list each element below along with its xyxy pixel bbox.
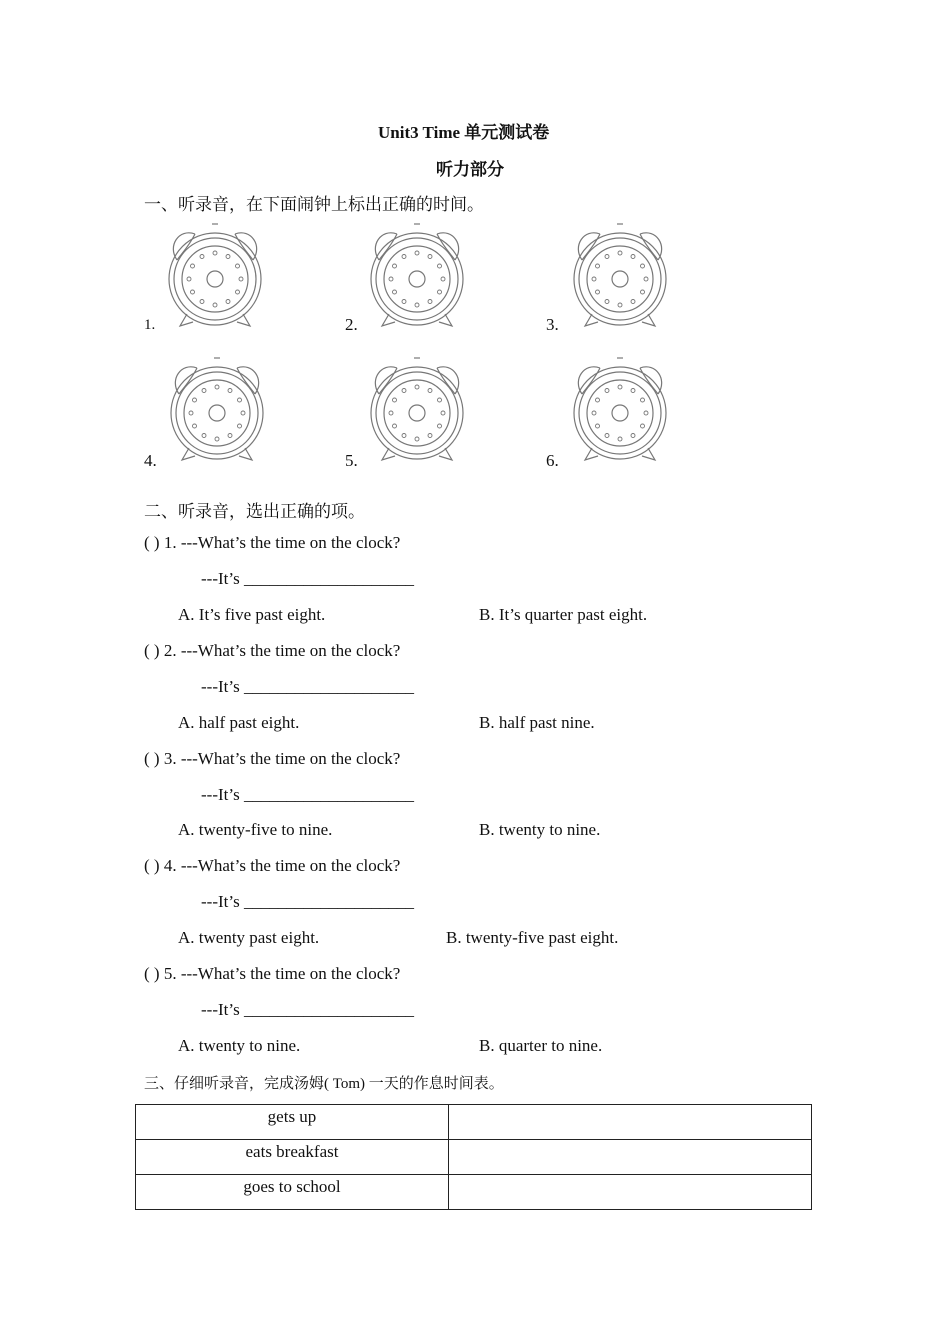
answer-blank-5: ---It’s ____________________ [201,1000,414,1019]
alarm-clock-icon [167,356,267,466]
option-4b: B. twenty-five past eight. [446,928,619,947]
question-3: ( ) 3. ---What’s the time on the clock? [144,749,401,768]
option-2b: B. half past nine. [479,713,595,732]
part3-heading: 三、仔细听录音，完成汤姆( Tom) 一天的作息时间表。 [144,1076,504,1092]
question-5: ( ) 5. ---What’s the time on the clock? [144,964,401,983]
schedule-table [135,1104,812,1210]
option-5b: B. quarter to nine. [479,1036,603,1055]
alarm-clock-icon [570,222,670,332]
alarm-clock-icon [165,222,265,332]
answer-blank-1: ---It’s ____________________ [201,569,414,588]
activity-cell: goes to school [136,1175,449,1210]
option-4a: A. twenty past eight. [178,928,320,947]
page-title: Unit3 Time 单元测试卷 [378,123,550,142]
table-row [136,1175,812,1210]
question-1: ( ) 1. ---What’s the time on the clock? [144,533,401,552]
alarm-clock-icon [367,222,467,332]
option-1a: A. It’s five past eight. [178,605,326,624]
activity-cell: gets up [136,1105,449,1140]
clock-label-4: 4. [144,451,157,470]
part1-heading: 一、听录音，在下面闹钟上标出正确的时间。 [144,195,484,214]
table-row [136,1105,812,1140]
clock-label-2: 2. [345,315,358,334]
option-3a: A. twenty-five to nine. [178,820,333,839]
question-2: ( ) 2. ---What’s the time on the clock? [144,641,401,660]
option-1b: B. It’s quarter past eight. [479,605,648,624]
answer-blank-3: ---It’s ____________________ [201,785,414,804]
table-row [136,1140,812,1175]
activity-cell: eats breakfast [136,1140,449,1175]
time-cell[interactable] [449,1175,812,1210]
option-3b: B. twenty to nine. [479,820,601,839]
time-cell[interactable] [449,1105,812,1140]
alarm-clock-icon [367,356,467,466]
clock-label-3: 3. [546,315,559,334]
clock-label-5: 5. [345,451,358,470]
clock-label-6: 6. [546,451,559,470]
part2-heading: 二、听录音，选出正确的项。 [144,502,365,521]
answer-blank-2: ---It’s ____________________ [201,677,414,696]
option-2a: A. half past eight. [178,713,300,732]
question-4: ( ) 4. ---What’s the time on the clock? [144,856,401,875]
time-cell[interactable] [449,1140,812,1175]
alarm-clock-icon [570,356,670,466]
answer-blank-4: ---It’s ____________________ [201,892,414,911]
option-5a: A. twenty to nine. [178,1036,301,1055]
page-subtitle: 听力部分 [436,160,504,179]
clock-label-1: 1. [144,317,156,333]
